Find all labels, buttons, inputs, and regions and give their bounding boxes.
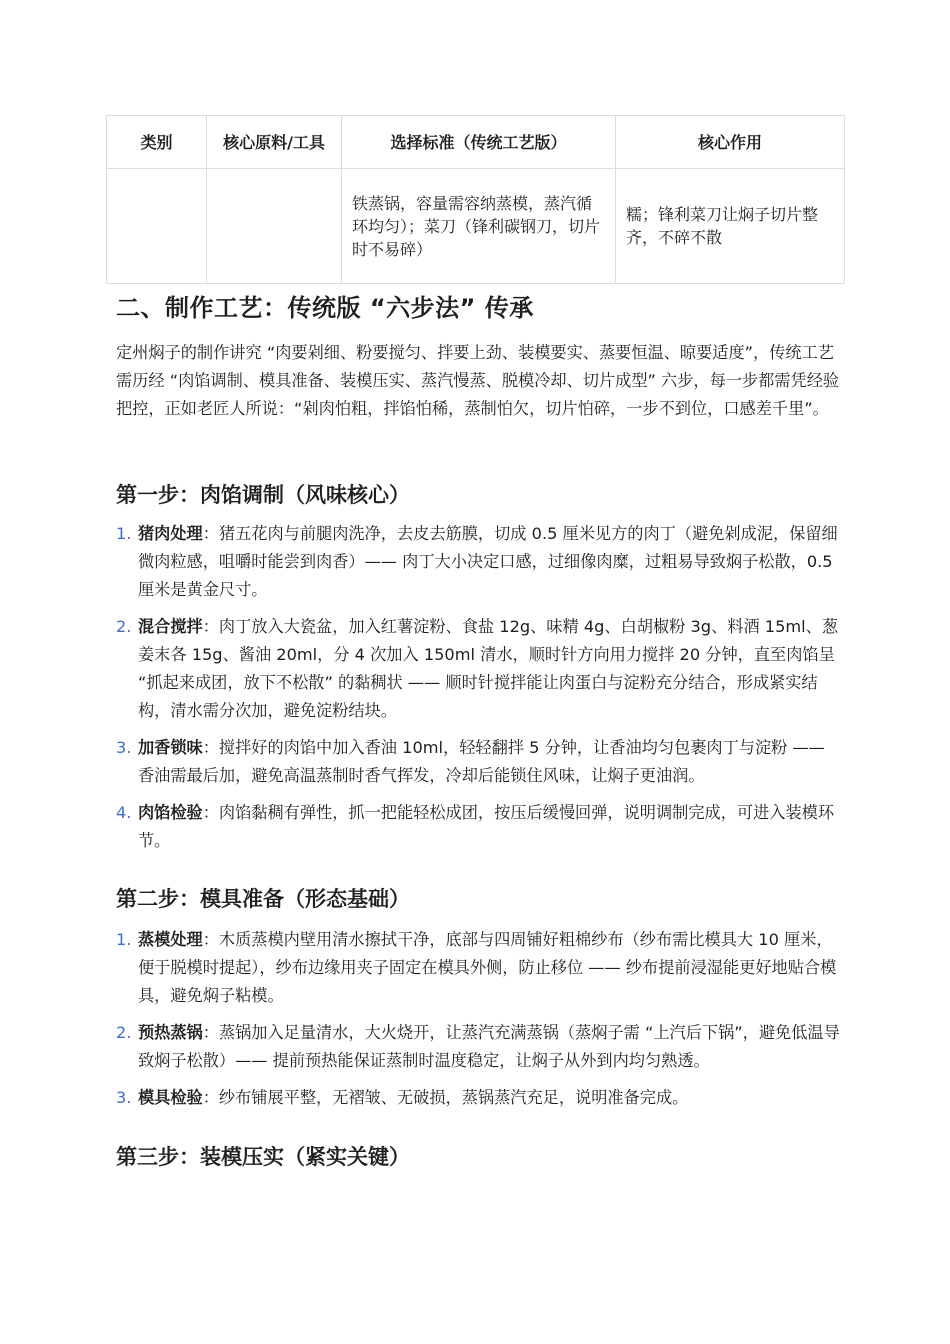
section-title: 二、制作工艺：传统版 “六步法” 传承 xyxy=(116,294,534,322)
table-header-cell: 类别 xyxy=(107,116,207,169)
section-intro: 定州焖子的制作讲究 “肉要剁细、粉要搅匀、拌要上劲、装模要实、蒸要恒温、晾要适度”，传统工艺需历经 “肉馅调制、模具准备、装模压实、蒸汽慢蒸、脱模冷却、切片成型” 六步，每一步都需凭经验把控，正如老匠人所说：“剁肉怕粗，拌馅怕稀，蒸制怕欠，切片怕碎，一步不到位，口感差千里”。 xyxy=(116,343,840,418)
step3-title: 第三步：装模压实（紧实关键） xyxy=(116,1145,410,1169)
list-text: ：肉丁放入大瓷盆，加入红薯淀粉、食盐 12g、味精 4g、白胡椒粉 3g、料酒 15ml、葱姜末各 15g、酱油 20ml，分 4 次加入 150ml 清水，顺时针方向用力搅拌 20 分钟，直至肉馅呈 “抓起来成团，放下不松散” 的黏稠状 —— 顺时针搅拌能让肉蛋白与淀粉充分结合，形成紧实结构，清水需分次加，避免淀粉结块。 xyxy=(138,617,839,720)
list-term: 蒸模处理 xyxy=(138,930,203,949)
list-item xyxy=(116,1019,846,1075)
table-row xyxy=(107,169,845,284)
list-term: 模具检验 xyxy=(138,1088,203,1107)
list-number: 3. xyxy=(116,738,132,757)
list-text: ：肉馅黏稠有弹性，抓一把能轻松成团，按压后缓慢回弹，说明调制完成，可进入装模环节。 xyxy=(138,803,835,850)
list-item xyxy=(116,926,846,1010)
table-cell xyxy=(207,169,342,284)
list-text: ：木质蒸模内壁用清水擦拭干净，底部与四周铺好粗棉纱布（纱布需比模具大 10 厘米，便于脱模时提起），纱布边缘用夹子固定在模具外侧，防止移位 —— 纱布提前浸湿能更好地贴合模具，避免焖子粘模。 xyxy=(138,930,837,1005)
materials-table xyxy=(106,115,845,284)
table-header-row xyxy=(107,116,845,169)
list-term: 混合搅拌 xyxy=(138,617,203,636)
step1-title: 第一步：肉馅调制（风味核心） xyxy=(116,483,410,507)
table-header-cell: 核心原料/工具 xyxy=(207,116,342,169)
list-item xyxy=(116,1084,846,1112)
list-term: 加香锁味 xyxy=(138,738,203,757)
list-number: 3. xyxy=(116,1088,132,1107)
step1-list xyxy=(116,520,846,864)
step2-list xyxy=(116,926,846,1121)
list-number: 1. xyxy=(116,524,132,543)
list-number: 2. xyxy=(116,1023,132,1042)
list-item xyxy=(116,613,846,725)
list-text: ：纱布铺展平整，无褶皱、无破损，蒸锅蒸汽充足，说明准备完成。 xyxy=(202,1088,689,1107)
list-term: 预热蒸锅 xyxy=(138,1023,203,1042)
table-cell: 铁蒸锅，容量需容纳蒸模，蒸汽循环均匀）；菜刀（锋利碳钢刀，切片时不易碎） xyxy=(342,169,616,284)
table-header-cell: 选择标准（传统工艺版） xyxy=(342,116,616,169)
list-term: 猪肉处理 xyxy=(138,524,203,543)
table-cell: 糯；锋利菜刀让焖子切片整齐，不碎不散 xyxy=(616,169,845,284)
list-number: 2. xyxy=(116,617,132,636)
list-text: ：蒸锅加入足量清水，大火烧开，让蒸汽充满蒸锅（蒸焖子需 “上汽后下锅”，避免低温导致焖子松散）—— 提前预热能保证蒸制时温度稳定，让焖子从外到内均匀熟透。 xyxy=(138,1023,840,1070)
list-term: 肉馅检验 xyxy=(138,803,203,822)
table-cell xyxy=(107,169,207,284)
list-text: ：猪五花肉与前腿肉洗净，去皮去筋膜，切成 0.5 厘米见方的肉丁（避免剁成泥，保留细微肉粒感，咀嚼时能尝到肉香）—— 肉丁大小决定口感，过细像肉糜，过粗易导致焖子松散，0.5 厘米是黄金尺寸。 xyxy=(138,524,838,599)
list-item xyxy=(116,799,846,855)
list-number: 4. xyxy=(116,803,132,822)
step2-title: 第二步：模具准备（形态基础） xyxy=(116,887,410,911)
list-item xyxy=(116,734,846,790)
list-text: ：搅拌好的肉馅中加入香油 10ml，轻轻翻拌 5 分钟，让香油均匀包裹肉丁与淀粉 —— 香油需最后加，避免高温蒸制时香气挥发，冷却后能锁住风味，让焖子更油润。 xyxy=(138,738,825,785)
list-number: 1. xyxy=(116,930,132,949)
list-item xyxy=(116,520,846,604)
table-header-cell: 核心作用 xyxy=(616,116,845,169)
